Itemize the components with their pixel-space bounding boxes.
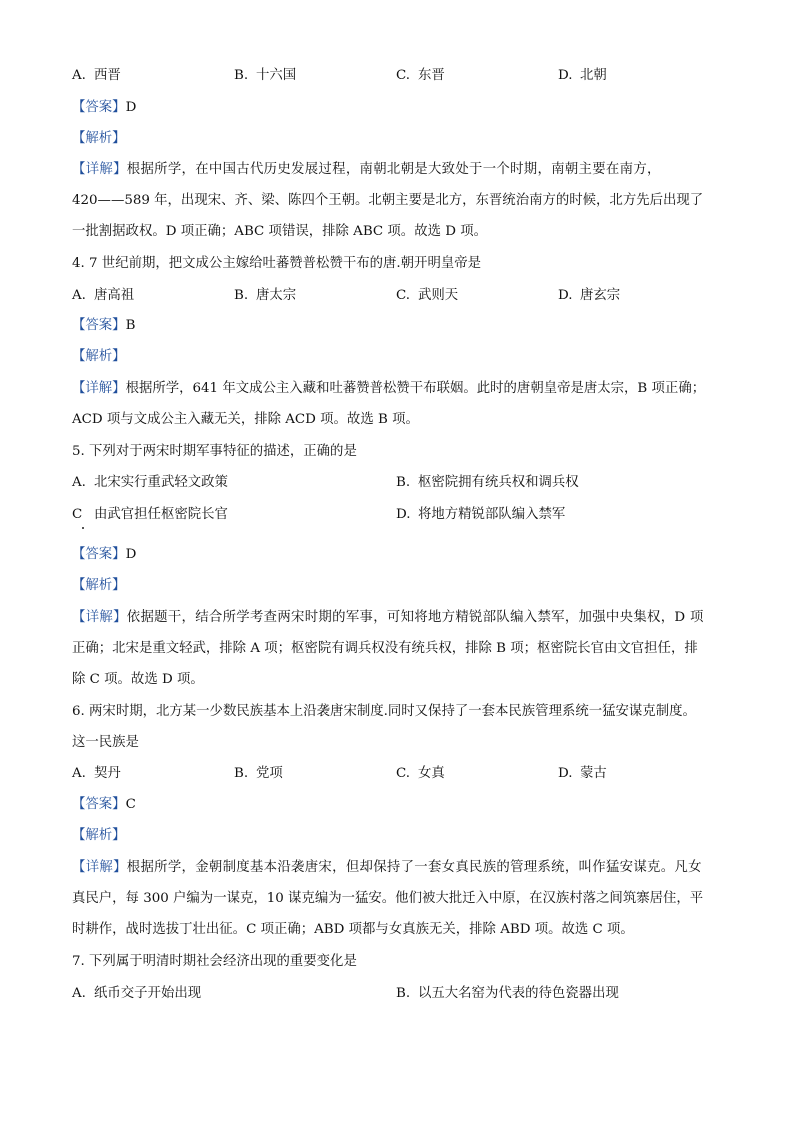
- q3-analysis-label: 【解析】: [72, 131, 126, 146]
- stray-dot-mark: [82, 527, 84, 529]
- q4-answer: 【答案】B: [72, 318, 136, 333]
- q3-answer: 【答案】D: [72, 100, 137, 115]
- q3-detail-line-1: 【详解】根据所学，在中国古代历史发展过程，南朝北朝是大致处于一个时期，南朝主要在南方，: [72, 162, 661, 177]
- q3-option-b: B. 十六国: [234, 68, 297, 83]
- q5-detail-line-2: 正确；北宋是重文轻武，排除 A 项；枢密院有调兵权没有统兵权，排除 B 项；枢密院长官由文官担任，排: [72, 641, 698, 656]
- q5-analysis-label: 【解析】: [72, 578, 126, 593]
- q6-detail-line-2: 真民户，每 300 户编为一谋克，10 谋克编为一猛安。他们被大批迁入中原，在汉族村落之间筑寨居住，平: [72, 891, 704, 906]
- q3-detail-line-3: 一批割据政权。D 项正确；ABC 项错误，排除 ABC 项。故选 D 项。: [72, 224, 488, 239]
- q4-analysis-label: 【解析】: [72, 349, 126, 364]
- q5-answer: 【答案】D: [72, 547, 137, 562]
- q4-stem: 4. 7 世纪前期，把文成公主嫁给吐蕃赞普松赞干布的唐.朝开明皇帝是: [72, 256, 482, 271]
- q6-option-d: D. 蒙古: [558, 766, 607, 781]
- q7-option-b: B. 以五大名窑为代表的待色瓷器出现: [396, 986, 619, 1001]
- q3-option-a: A. 西晋: [72, 68, 121, 83]
- q4-detail-line-2: ACD 项与文成公主入藏无关，排除 ACD 项。故选 B 项。: [72, 412, 419, 427]
- q3-option-d: D. 北朝: [558, 68, 607, 83]
- q6-analysis-label: 【解析】: [72, 828, 126, 843]
- q6-answer: 【答案】C: [72, 797, 136, 812]
- q5-detail-line-3: 除 C 项。故选 D 项。: [72, 672, 204, 687]
- q4-detail-line-1: 【详解】根据所学，641 年文成公主入藏和吐蕃赞普松赞干布联姻。此时的唐朝皇帝是唐太宗，B 项正确；: [72, 381, 706, 396]
- q4-option-b: B. 唐太宗: [234, 288, 297, 303]
- q5-detail-line-1: 【详解】依据题干，结合所学考查两宋时期的军事，可知将地方精锐部队编入禁军，加强中央集权，D 项: [72, 610, 704, 625]
- q6-option-a: A. 契丹: [72, 766, 121, 781]
- q6-option-c: C. 女真: [396, 766, 445, 781]
- q5-stem: 5. 下列对于两宋时期军事特征的描述，正确的是: [72, 444, 357, 459]
- q7-stem: 7. 下列属于明清时期社会经济出现的重要变化是: [72, 954, 357, 969]
- q6-stem-line-2: 这一民族是: [72, 735, 139, 750]
- q6-stem-line-1: 6. 两宋时期，北方某一少数民族基本上沿袭唐宋制度.同时又保持了一套本民族管理系统一猛安谋克制度。: [72, 704, 696, 719]
- q5-option-d: D. 将地方精锐部队编入禁军: [396, 507, 566, 522]
- q6-detail-line-3: 时耕作，战时选拔丁壮出征。C 项正确；ABD 项都与女真族无关，排除 ABD 项。故选 C 项。: [72, 922, 634, 937]
- q4-option-a: A. 唐高祖: [72, 288, 135, 303]
- q3-detail-line-2: 420——589 年，出现宋、齐、梁、陈四个王朝。北朝主要是北方，东晋统治南方的时候，北方先后出现了: [72, 193, 704, 208]
- q7-option-a: A. 纸币交子开始出现: [72, 986, 202, 1001]
- q4-option-d: D. 唐玄宗: [558, 288, 621, 303]
- q3-option-c: C. 东晋: [396, 68, 445, 83]
- q6-detail-line-1: 【详解】根据所学，金朝制度基本沿袭唐宋，但却保持了一套女真民族的管理系统，叫作猛安谋克。凡女: [72, 860, 702, 875]
- q5-option-a: A. 北宋实行重武轻文政策: [72, 475, 228, 490]
- q6-option-b: B. 党项: [234, 766, 283, 781]
- q5-option-c: C 由武官担任枢密院长官: [72, 507, 228, 522]
- q4-option-c: C. 武则天: [396, 288, 459, 303]
- q5-option-b: B. 枢密院拥有统兵权和调兵权: [396, 475, 579, 490]
